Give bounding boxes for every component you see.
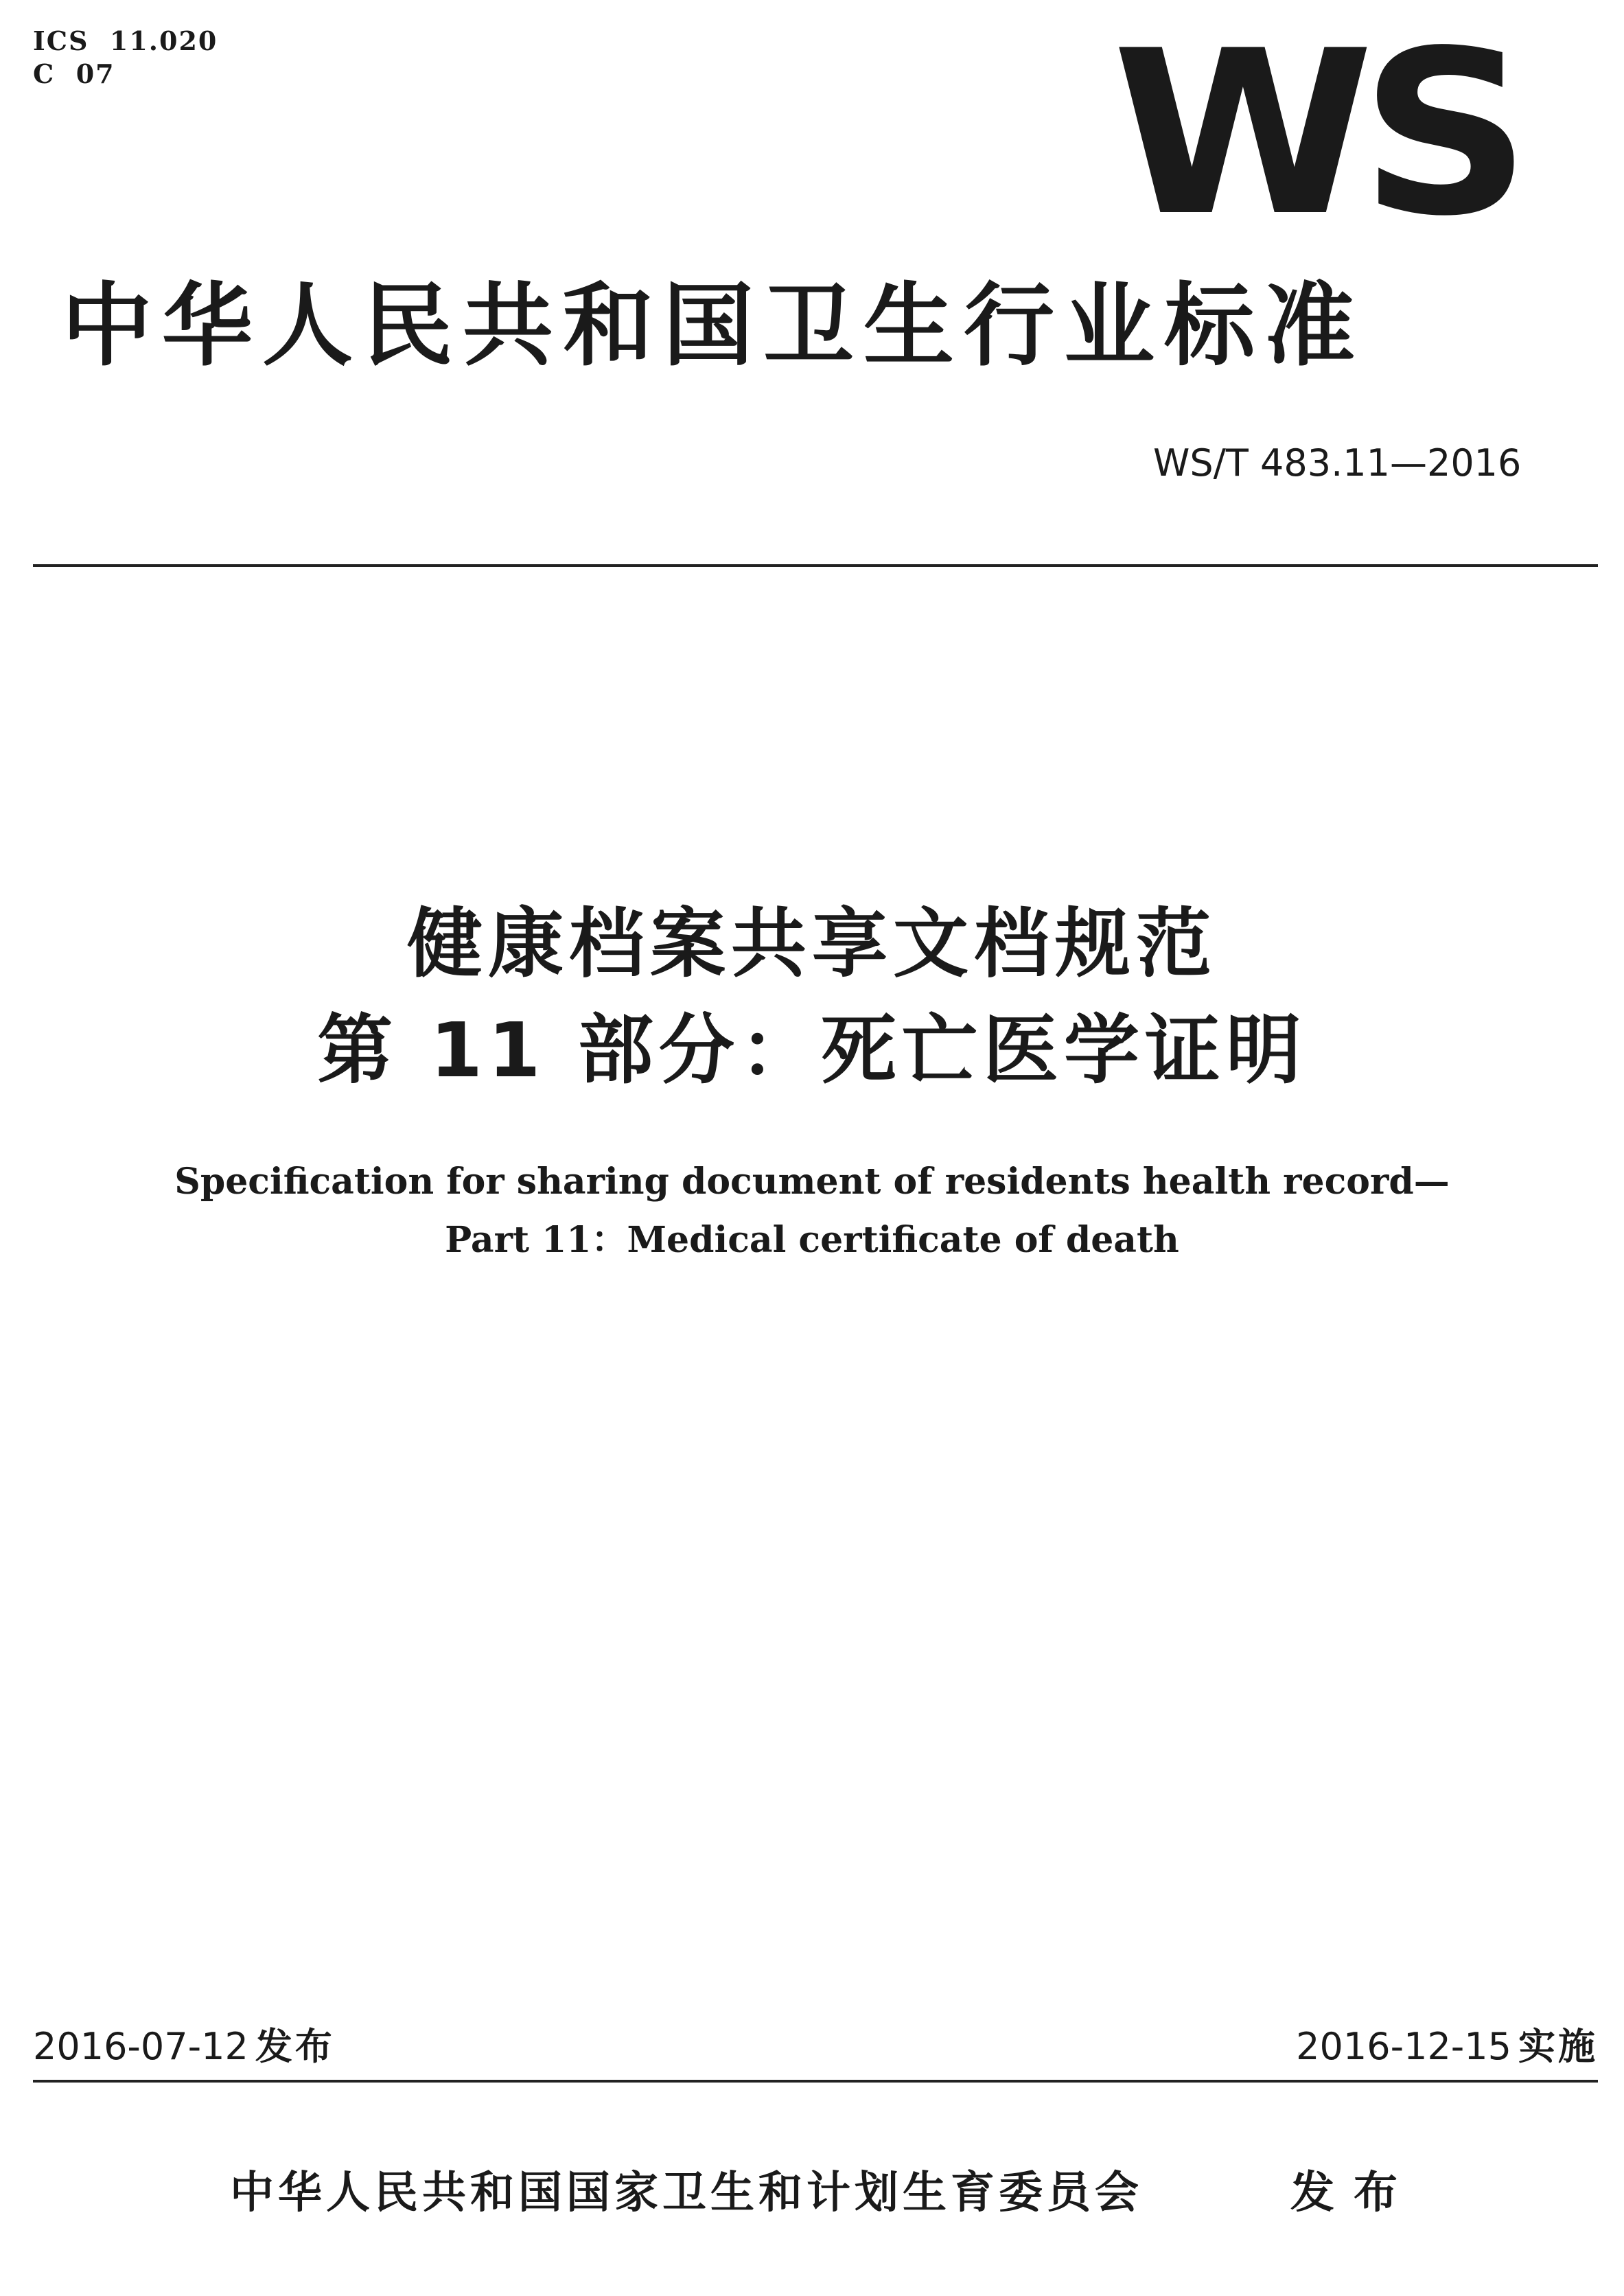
issue-date: 2016-07-12 <box>33 2025 248 2068</box>
publisher-name: 中华人民共和国国家卫生和计划生育委员会 <box>230 2168 1143 2218</box>
effective-label: 实施 <box>1518 2025 1598 2068</box>
effective-date: 2016-12-15 <box>1296 2025 1511 2068</box>
en-title-line1: Specification for sharing document of residents health record— <box>174 1161 1450 1203</box>
issue-label: 发布 <box>255 2025 335 2068</box>
en-title-line2: Part 11：Medical certificate of death <box>445 1219 1179 1261</box>
standard-code: WS/T 483.11—2016 <box>1153 441 1522 485</box>
ws-logo: WS <box>1112 2 1517 266</box>
issue-date-block <box>33 2021 335 2072</box>
class-code: C 07 <box>33 58 115 89</box>
effective-date-block <box>1296 2021 1598 2072</box>
bottom-divider <box>33 2080 1598 2083</box>
cn-title-line1: 健康档案共享文档规范 <box>407 900 1217 988</box>
ics-code: ICS 11.020 <box>33 25 218 56</box>
classification-block <box>33 25 218 91</box>
cn-title-line2: 第 11 部分：死亡医学证明 <box>317 1006 1307 1094</box>
publish-label: 发布 <box>1290 2168 1417 2218</box>
top-divider <box>33 564 1598 567</box>
org-title: 中华人民共和国卫生行业标准 <box>62 273 1365 379</box>
